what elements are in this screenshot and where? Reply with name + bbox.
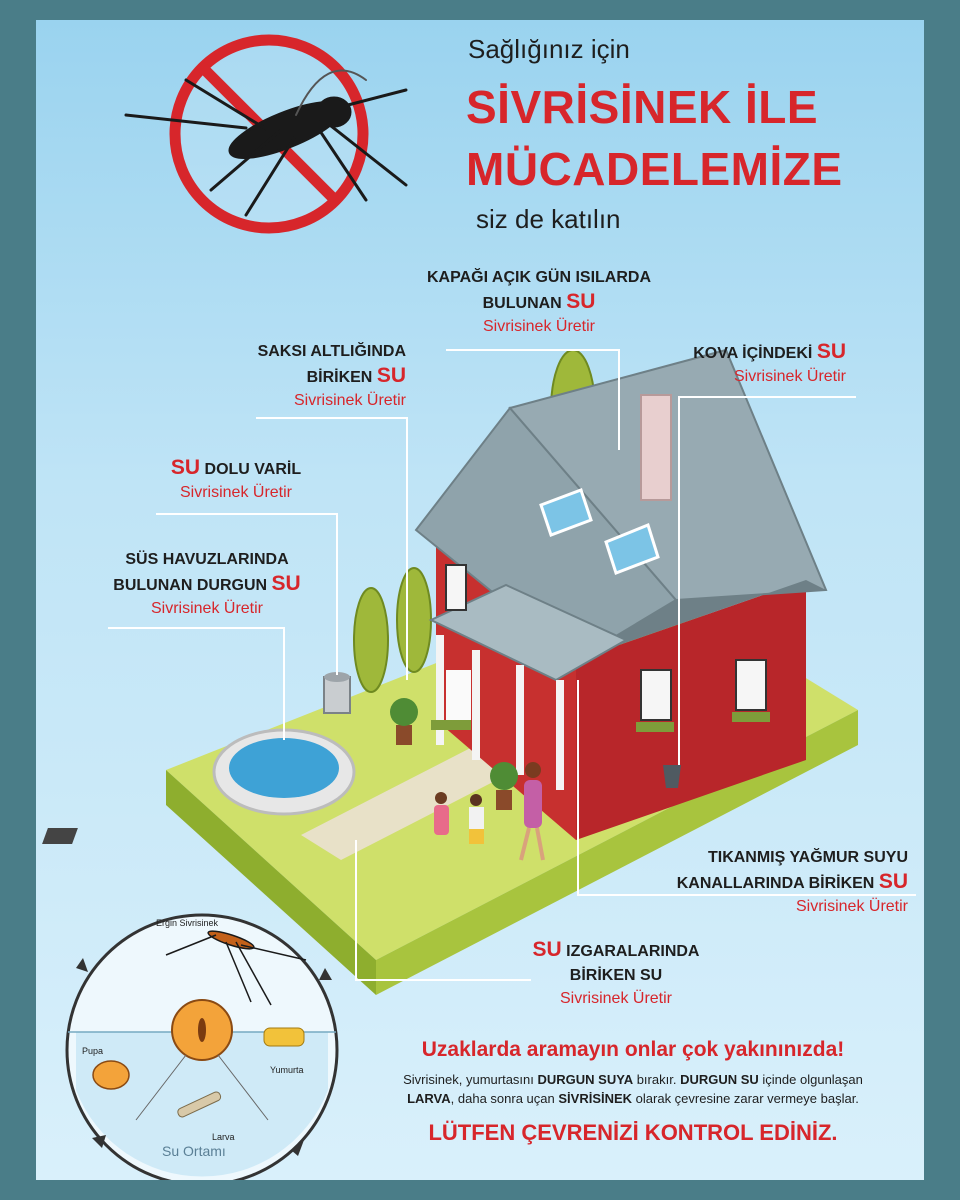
callout-grate-sub: Sivrisinek Üretir	[559, 990, 672, 1007]
header-outro: siz de katılın	[476, 204, 621, 234]
callout-bucket-sub: Sivrisinek Üretir	[733, 368, 846, 385]
callout-lid-line2: BULUNAN	[482, 295, 562, 312]
callout-barrel	[146, 456, 326, 504]
callout-grate	[506, 938, 726, 1010]
warning-bold-3: LARVA	[407, 1091, 451, 1106]
callout-pool-su: SU	[271, 572, 301, 595]
callout-pool	[82, 548, 332, 620]
life-cycle-diagram	[67, 915, 337, 1180]
warning-text-5: olarak çevresine zarar vermeye başlar.	[632, 1091, 859, 1106]
callout-barrel-su: SU	[170, 456, 201, 479]
lifecycle-pupa-label: Pupa	[82, 1046, 104, 1056]
poster	[36, 20, 924, 1180]
callout-lid	[394, 266, 684, 338]
callout-lid-sub: Sivrisinek Üretir	[482, 318, 595, 335]
callout-pool-sub: Sivrisinek Üretir	[150, 600, 263, 617]
callout-pool-line2: BULUNAN DURGUN	[113, 577, 268, 594]
callout-lid-line1: KAPAĞI AÇIK GÜN ISILARDA	[427, 269, 651, 286]
warning-bold-1: DURGUN SUYA	[537, 1072, 634, 1087]
warning-final: LÜTFEN ÇEVRENİZİ KONTROL EDİNİZ.	[428, 1120, 838, 1145]
callout-bucket-line1: KOVA İÇİNDEKİ	[693, 345, 813, 362]
no-mosquito-sign-icon	[126, 40, 406, 228]
callout-lid-su: SU	[566, 290, 596, 313]
callout-barrel-sub: Sivrisinek Üretir	[179, 484, 292, 501]
callout-saucer	[186, 340, 406, 412]
warning-title: Uzaklarda aramayın onlar çok yakınınızda!	[421, 1038, 845, 1061]
callout-saucer-line2: BİRİKEN	[306, 369, 373, 386]
warning-text-3: içinde olgunlaşan	[758, 1072, 863, 1087]
warning-bold-2: DURGUN SU	[680, 1072, 759, 1087]
callout-bucket	[616, 340, 846, 388]
warning-body	[348, 1070, 918, 1108]
drain-grate	[42, 828, 78, 844]
lifecycle-larva-label: Larva	[212, 1132, 235, 1142]
callout-pool-line1: SÜS HAVUZLARINDA	[125, 551, 289, 568]
callout-gutter-su: SU	[878, 870, 908, 893]
pool	[214, 730, 354, 814]
warning-bold-4: SİVRİSİNEK	[558, 1091, 633, 1106]
callout-grate-line2: BİRİKEN SU	[569, 967, 663, 984]
callout-saucer-sub: Sivrisinek Üretir	[293, 392, 406, 409]
callout-grate-line1: IZGARALARINDA	[566, 943, 700, 960]
page-title-line2: MÜCADELEMİZE	[466, 143, 843, 195]
lifecycle-water-label: Su Ortamı	[162, 1143, 226, 1159]
warning-message	[348, 1038, 918, 1146]
warning-text-1: Sivrisinek, yumurtasını	[403, 1072, 538, 1087]
callout-gutter	[596, 846, 908, 918]
bucket	[663, 765, 681, 788]
lifecycle-adult-label: Ergin Sivrisinek	[156, 918, 219, 928]
callout-gutter-sub: Sivrisinek Üretir	[795, 898, 908, 915]
lifecycle-egg-label: Yumurta	[270, 1065, 304, 1075]
callout-bucket-su: SU	[816, 340, 846, 363]
warning-text-4: , daha sonra uçan	[450, 1091, 559, 1106]
callout-grate-su: SU	[532, 938, 562, 961]
callout-barrel-line1: DOLU VARİL	[204, 461, 302, 478]
barrel	[324, 672, 350, 713]
callout-gutter-line2: KANALLARINDA BİRİKEN	[676, 875, 875, 892]
pupa-icon	[93, 1061, 129, 1089]
callout-gutter-line1: TIKANMIŞ YAĞMUR SUYU	[707, 849, 908, 866]
egg-raft-icon	[264, 1028, 304, 1046]
callout-saucer-su: SU	[376, 364, 406, 387]
header-intro: Sağlığınız için	[468, 34, 630, 64]
page-title-line1: SİVRİSİNEK İLE	[466, 81, 819, 133]
warning-text-2: bırakır.	[633, 1072, 681, 1087]
callout-saucer-line1: SAKSI ALTLIĞINDA	[257, 343, 406, 360]
